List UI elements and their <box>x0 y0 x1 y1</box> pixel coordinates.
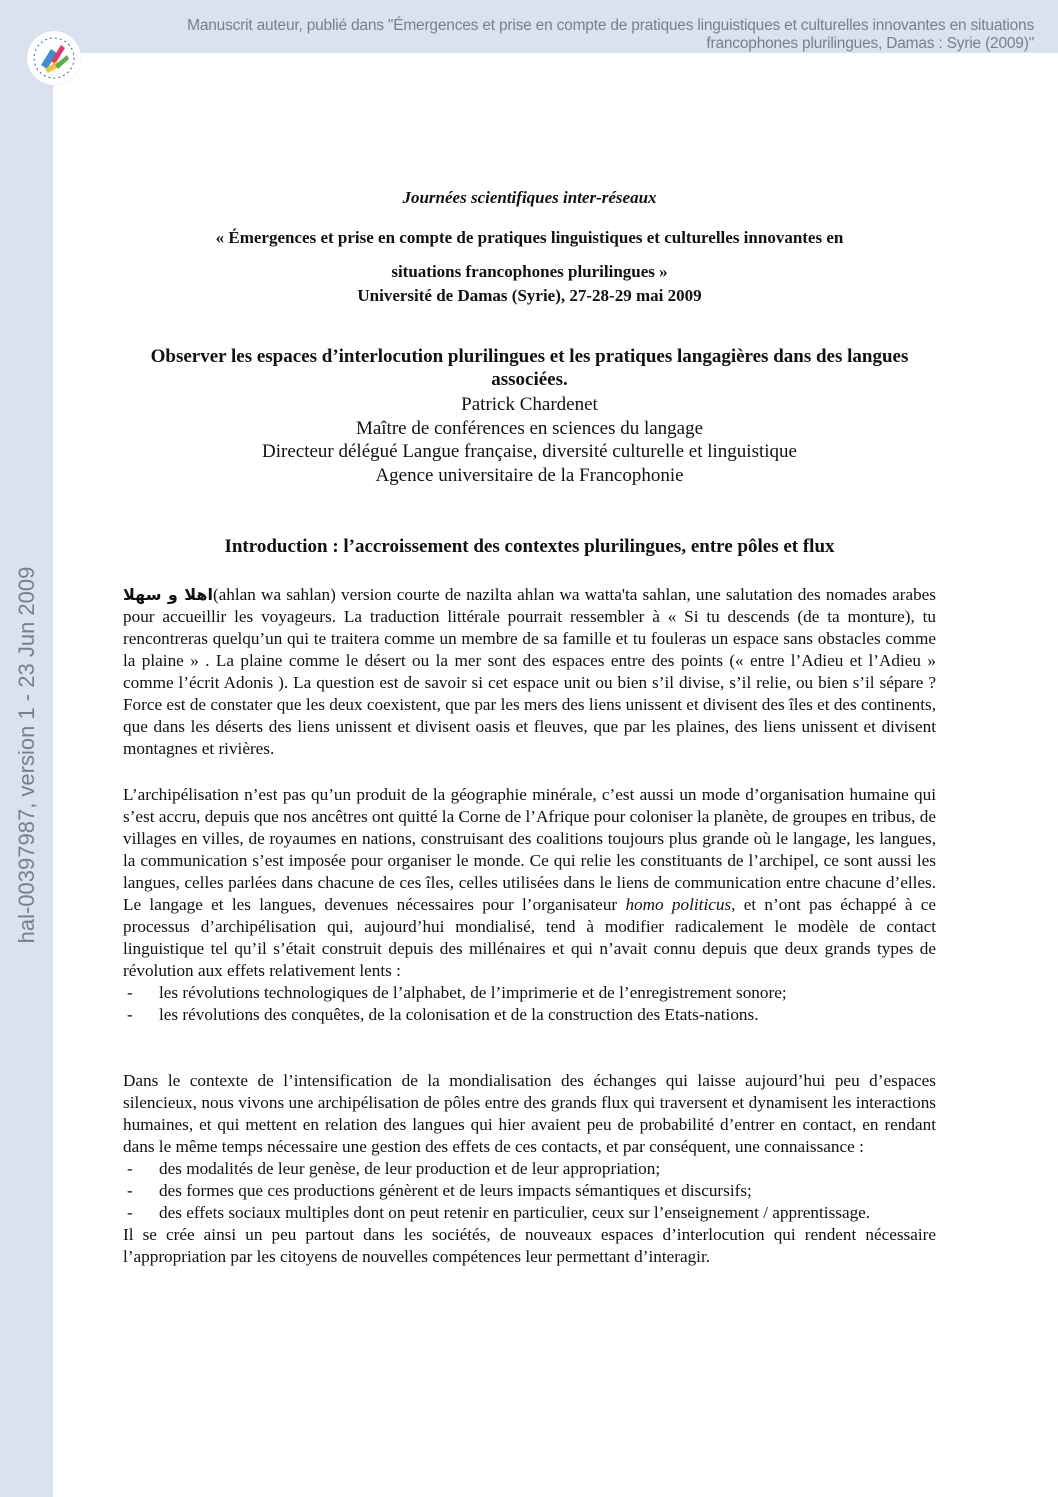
paragraph-1 <box>123 584 936 760</box>
conference-theme-line2: situations francophones plurilingues » <box>391 262 668 281</box>
arabic-greeting: اهلا و سهلا <box>123 585 213 604</box>
author-name: Patrick Chardenet <box>461 394 598 415</box>
publication-note-line1: Manuscrit auteur, publié dans "Émergences et prise en compte de pratiques linguistiques et culturelles innovantes en situations <box>187 17 1034 34</box>
hal-logo-graphic <box>27 31 81 85</box>
list-item: - les révolutions technologiques de l’alphabet, de l’imprimerie et de l’enregistrement sonore; <box>123 982 936 1004</box>
paper-title: Observer les espaces d’interlocution plurilingues et les pratiques langagières dans des langues associées. <box>150 346 909 390</box>
author-affiliation: Maître de conférences en sciences du langage <box>355 417 704 439</box>
italic-term: homo politicus <box>625 895 732 914</box>
section-heading: Introduction : l’accroissement des contextes plurilingues, entre pôles et flux <box>224 536 835 557</box>
author-block <box>123 393 936 487</box>
list-item: - des effets sociaux multiples dont on peut retenir en particulier, ceux sur l’enseignement / apprentissage. <box>123 1202 936 1224</box>
conference-title: Journées scientifiques inter-réseaux <box>402 188 657 207</box>
paragraph-1-text: (ahlan wa sahlan) version courte de nazilta ahlan wa watta'ta sahlan, une salutation des nomades arabes pour accueillir les voyageurs. La traduction littérale pourrait ressembler à « Si tu descends (de ta monture), tu rencontreras quelqu’un qui te traitera comme un membre de sa famille et tu fouleras un espace sans obstacles comme la plaine » . La plaine comme le désert ou la mer sont des espaces entre des points (« entre l’Adieu et l’Adieu » comme l’écrit Adonis ). La question est de savoir si cet espace unit ou bien s’il divise, s’il relie, ou bien s’il sépare ? Force est de constater que les deux coexistent, que par les mers des liens unissent et divisent des îles et des continents, que dans les déserts des liens unissent et divisent oasis et fleuves, que par les plaines, des liens unissent et divisent montagnes et rivières. <box>123 585 936 758</box>
knowledge-list <box>123 1158 936 1224</box>
paragraph-3 <box>123 1070 936 1268</box>
author-affiliation: Directeur délégué Langue française, diversité culturelle et linguistique <box>262 441 797 462</box>
paragraph-4-text: Il se crée ainsi un peu partout dans les sociétés, de nouveaux espaces d’interlocution qui rendent nécessaire l’appropriation par les citoyens de nouvelles compétences leur permettant d’interagir. <box>123 1225 936 1266</box>
publication-note-line2: francophones plurilingues, Damas : Syrie (2009)" <box>706 35 1034 52</box>
conference-place: Université de Damas (Syrie), 27-28-29 mai 2009 <box>357 286 702 305</box>
hal-version-stamp: hal-00397987, version 1 - 23 Jun 2009 <box>14 566 39 944</box>
list-item: - les révolutions des conquêtes, de la colonisation et de la construction des Etats-nations. <box>123 1004 936 1026</box>
publication-note <box>134 17 1034 53</box>
list-item: - des formes que ces productions génèrent et de leurs impacts sémantiques et discursifs; <box>123 1180 936 1202</box>
paragraph-2-text-cont: , et n’ont pas échappé à ce processus d’archipélisation qui, aujourd’hui mondialisé, tend à modifier radicalement le modèle de contact linguistique tel qu’il s’était construit depuis des millénaires et qui n’avait connu depuis que deux grands types de révolution aux effets relativement lents : <box>123 895 936 980</box>
hal-archive-logo-icon[interactable] <box>27 31 81 85</box>
revolutions-list <box>123 982 936 1026</box>
conference-theme-line1: « Émergences et prise en compte de pratiques linguistiques et culturelles innovantes en <box>215 228 844 247</box>
list-item: - des modalités de leur genèse, de leur production et de leur appropriation; <box>123 1158 936 1180</box>
paragraph-2 <box>123 784 936 1026</box>
paragraph-2-text: L’archipélisation n’est pas qu’un produit de la géographie minérale, c’est aussi un mode d’organisation humaine qui s’est accru, depuis que nos ancêtres ont quitté la Corne de l’Afrique pour coloniser la planète, de groupes en tribus, de villages en villes, de royaumes en nations, construisant des coalitions toujours plus grande où le langage, les langues, la communication s’est imposée pour organiser le monde. Ce qui relie les constituants de l’archipel, ce sont aussi les langues, celles parlées dans chacune de ces îles, celles utilisées dans le liens de communication entre chacune d’elles. Le langage et les langues, devenues nécessaires pour l’organisateur <box>123 785 936 914</box>
conference-theme <box>123 221 936 289</box>
paragraph-3-text: Dans le contexte de l’intensification de la mondialisation des échanges qui laisse aujourd’hui peu d’espaces silencieux, nous vivons une archipélisation de pôles entre des grands flux qui traversent et dynamisent les interactions humaines, et qui mettent en relation des langues qui hier avaient peu de probabilité d’entrer en contact, en rendant dans le même temps nécessaire une gestion des effets de ces contacts, et par conséquent, une connaissance : <box>123 1071 936 1156</box>
author-affiliation: Agence universitaire de la Francophonie <box>375 464 684 486</box>
